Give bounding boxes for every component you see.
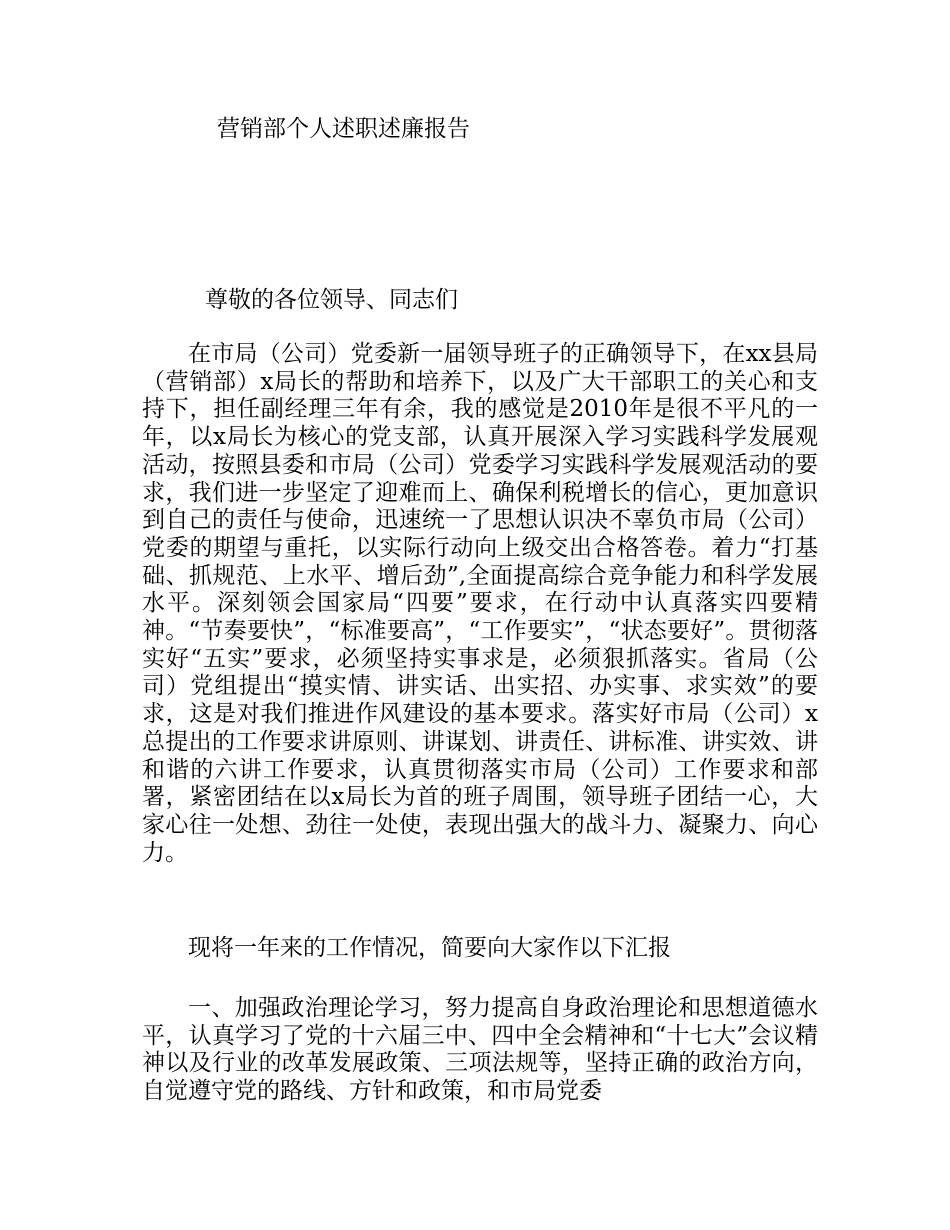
salutation: 尊敬的各位领导、同志们 bbox=[205, 287, 458, 313]
body-paragraph-3: 一、加强政治理论学习，努力提高自身政治理论和思想道德水平，认真学习了党的十六届三中、四中全会精神和“十七大”会议精神以及行业的改革发展政策、三项法规等，坚持正确的政治方向，自觉遵守党的路线、方针和政策，和市局党委 bbox=[142, 995, 818, 1105]
body-paragraph-2: 现将一年来的工作情况，简要向大家作以下汇报 bbox=[188, 935, 671, 961]
document-title: 营销部个人述职述廉报告 bbox=[217, 116, 470, 142]
body-paragraph-1: 在市局（公司）党委新一届领导班子的正确领导下，在xx县局（营销部）x局长的帮助和培养下，以及广大干部职工的关心和支持下，担任副经理三年有余，我的感觉是2010年是很不平凡的一年，以x局长为核心的党支部，认真开展深入学习实践科学发展观活动，按照县委和市局（公司）党委学习实践科学发展观活动的要求，我们进一步坚定了迎难而上、确保利税增长的信心，更加意识到自己的责任与使命，迅速统一了思想认识决不辜负市局（公司）党委的期望与重托，以实际行动向上级交出合格答卷。着力“打基础、抓规范、上水平、增后劲”,全面提高综合竞争能力和科学发展水平。深刻领会国家局“四要”要求，在行动中认真落实四要精神。“节奏要快”，“标准要高”，“工作要实”，“状态要好”。贯彻落实好“五实”要求，必须坚持实事求是，必须狠抓落实。省局（公司）党组提出“摸实情、讲实话、出实招、办实事、求实效”的要求，这是对我们推进作风建设的基本要求。落实好市局（公司）x总提出的工作要求讲原则、讲谋划、讲责任、讲标准、讲实效、讲和谐的六讲工作要求，认真贯彻落实市局（公司）工作要求和部署，紧密团结在以x局长为首的班子周围，领导班子团结一心，大家心往一处想、劲往一处使，表现出强大的战斗力、凝聚力、向心力。 bbox=[142, 341, 818, 866]
